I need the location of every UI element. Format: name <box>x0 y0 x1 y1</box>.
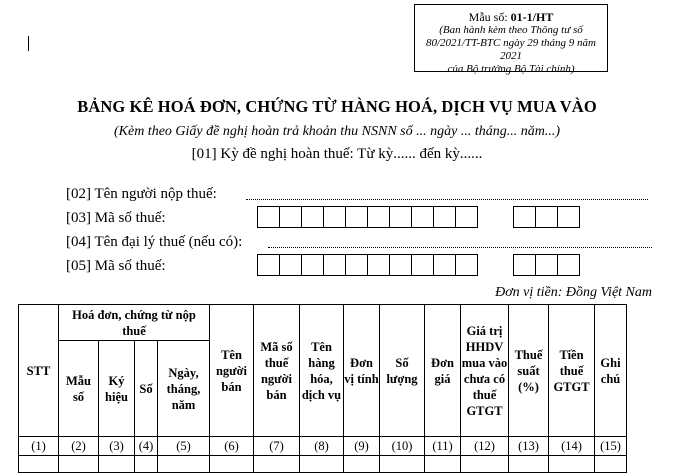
col-invoice-group: Hoá đơn, chứng từ nộp thuế <box>59 305 210 341</box>
form-note-line: (Ban hành kèm theo Thông tư số <box>439 24 583 36</box>
field-code: [03] <box>66 210 91 226</box>
taxpayer-tin-row <box>66 210 166 227</box>
col-vat-rate: Thuế suất (%) <box>509 305 549 437</box>
table-cell[interactable] <box>595 456 627 473</box>
form-code: Mẫu số: 01-1/HT <box>468 10 554 24</box>
table-header-row <box>19 305 627 341</box>
tin-digit-box[interactable] <box>411 206 434 228</box>
tin-digit-box[interactable] <box>257 254 280 276</box>
form-note-line: của Bộ trưởng Bộ Tài chính) <box>447 63 575 75</box>
col-number: Số <box>135 341 158 437</box>
col-goods-name: Tên hàng hóa, dịch vụ <box>300 305 344 437</box>
taxpayer-name-field[interactable] <box>246 199 648 200</box>
tin-digit-box[interactable] <box>513 254 536 276</box>
column-number: (14) <box>549 437 595 456</box>
table-cell[interactable] <box>425 456 461 473</box>
tin-digit-box[interactable] <box>345 206 368 228</box>
period-code: [01] <box>191 146 217 162</box>
invoice-table <box>18 304 627 473</box>
col-vat-amount: Tiền thuế GTGT <box>549 305 595 437</box>
taxpayer-tin-boxes[interactable] <box>257 206 477 228</box>
column-number-row <box>19 437 627 456</box>
table-cell[interactable] <box>300 456 344 473</box>
table-cell[interactable] <box>99 456 135 473</box>
col-seller-tin: Mã số thuế người bán <box>254 305 300 437</box>
tin-digit-box[interactable] <box>323 206 346 228</box>
tin-digit-box[interactable] <box>389 206 412 228</box>
column-number: (12) <box>461 437 509 456</box>
column-number: (2) <box>59 437 99 456</box>
tin-digit-box[interactable] <box>279 206 302 228</box>
agent-name-field[interactable] <box>268 247 652 248</box>
refund-period <box>0 146 674 163</box>
column-number: (3) <box>99 437 135 456</box>
agent-tin-branch-boxes[interactable] <box>513 254 579 276</box>
column-number: (9) <box>344 437 380 456</box>
column-number: (6) <box>210 437 254 456</box>
tin-digit-box[interactable] <box>301 206 324 228</box>
tin-digit-box[interactable] <box>455 206 478 228</box>
tin-digit-box[interactable] <box>557 254 580 276</box>
field-label: Mã số thuế: <box>94 258 166 274</box>
currency-unit: Đơn vị tiền: Đồng Việt Nam <box>495 285 652 300</box>
tin-digit-box[interactable] <box>367 206 390 228</box>
form-number-box <box>414 4 608 75</box>
col-form-no: Mẫu số <box>59 341 99 437</box>
form-note-line: 80/2021/TT-BTC ngày 29 tháng 9 năm 2021 <box>425 37 596 62</box>
tin-digit-box[interactable] <box>513 206 536 228</box>
table-row <box>19 456 627 473</box>
column-number: (13) <box>509 437 549 456</box>
text-cursor <box>28 36 29 51</box>
column-number: (15) <box>595 437 627 456</box>
table-cell[interactable] <box>19 456 59 473</box>
table-cell[interactable] <box>210 456 254 473</box>
field-code: [02] <box>66 186 91 202</box>
column-number: (1) <box>19 437 59 456</box>
tin-digit-box[interactable] <box>345 254 368 276</box>
tin-digit-box[interactable] <box>535 206 558 228</box>
agent-name-row <box>66 234 242 251</box>
period-label: Kỳ đề nghị hoàn thuế: Từ kỳ...... đến kỳ...... <box>220 146 483 162</box>
tin-digit-box[interactable] <box>367 254 390 276</box>
field-code: [04] <box>66 234 91 250</box>
tin-digit-box[interactable] <box>433 254 456 276</box>
table-cell[interactable] <box>461 456 509 473</box>
taxpayer-name-row <box>66 186 217 203</box>
tin-digit-box[interactable] <box>455 254 478 276</box>
col-symbol: Ký hiệu <box>99 341 135 437</box>
agent-tin-boxes[interactable] <box>257 254 477 276</box>
document-subtitle: (Kèm theo Giấy đề nghị hoàn trả khoản thu NSNN số ... ngày ... tháng... năm...) <box>113 124 561 139</box>
table-cell[interactable] <box>254 456 300 473</box>
tin-digit-box[interactable] <box>323 254 346 276</box>
column-number: (4) <box>135 437 158 456</box>
column-number: (5) <box>158 437 210 456</box>
tin-digit-box[interactable] <box>557 206 580 228</box>
table-cell[interactable] <box>380 456 425 473</box>
field-label: Tên người nộp thuế: <box>94 186 217 202</box>
column-number: (7) <box>254 437 300 456</box>
tin-digit-box[interactable] <box>535 254 558 276</box>
column-number: (10) <box>380 437 425 456</box>
field-code: [05] <box>66 258 91 274</box>
document-title: BẢNG KÊ HOÁ ĐƠN, CHỨNG TỪ HÀNG HOÁ, DỊCH VỤ MUA VÀO <box>77 97 597 116</box>
field-label: Mã số thuế: <box>94 210 166 226</box>
tin-digit-box[interactable] <box>301 254 324 276</box>
table-cell[interactable] <box>59 456 99 473</box>
table-cell[interactable] <box>549 456 595 473</box>
col-date: Ngày, tháng, năm <box>158 341 210 437</box>
column-number: (8) <box>300 437 344 456</box>
tin-digit-box[interactable] <box>411 254 434 276</box>
col-value-before-vat: Giá trị HHDV mua vào chưa có thuế GTGT <box>461 305 509 437</box>
col-stt: STT <box>19 305 59 437</box>
tin-digit-box[interactable] <box>389 254 412 276</box>
table-cell[interactable] <box>509 456 549 473</box>
col-seller-name: Tên người bán <box>210 305 254 437</box>
col-unit-price: Đơn giá <box>425 305 461 437</box>
tin-digit-box[interactable] <box>279 254 302 276</box>
table-cell[interactable] <box>344 456 380 473</box>
column-number: (11) <box>425 437 461 456</box>
col-note: Ghi chú <box>595 305 627 437</box>
table-cell[interactable] <box>135 456 158 473</box>
agent-tin-row <box>66 258 166 275</box>
col-quantity: Số lượng <box>380 305 425 437</box>
tin-digit-box[interactable] <box>433 206 456 228</box>
col-unit: Đơn vị tính <box>344 305 380 437</box>
field-label: Tên đại lý thuế (nếu có): <box>94 234 243 250</box>
tin-digit-box[interactable] <box>257 206 280 228</box>
table-cell[interactable] <box>158 456 210 473</box>
taxpayer-tin-branch-boxes[interactable] <box>513 206 579 228</box>
